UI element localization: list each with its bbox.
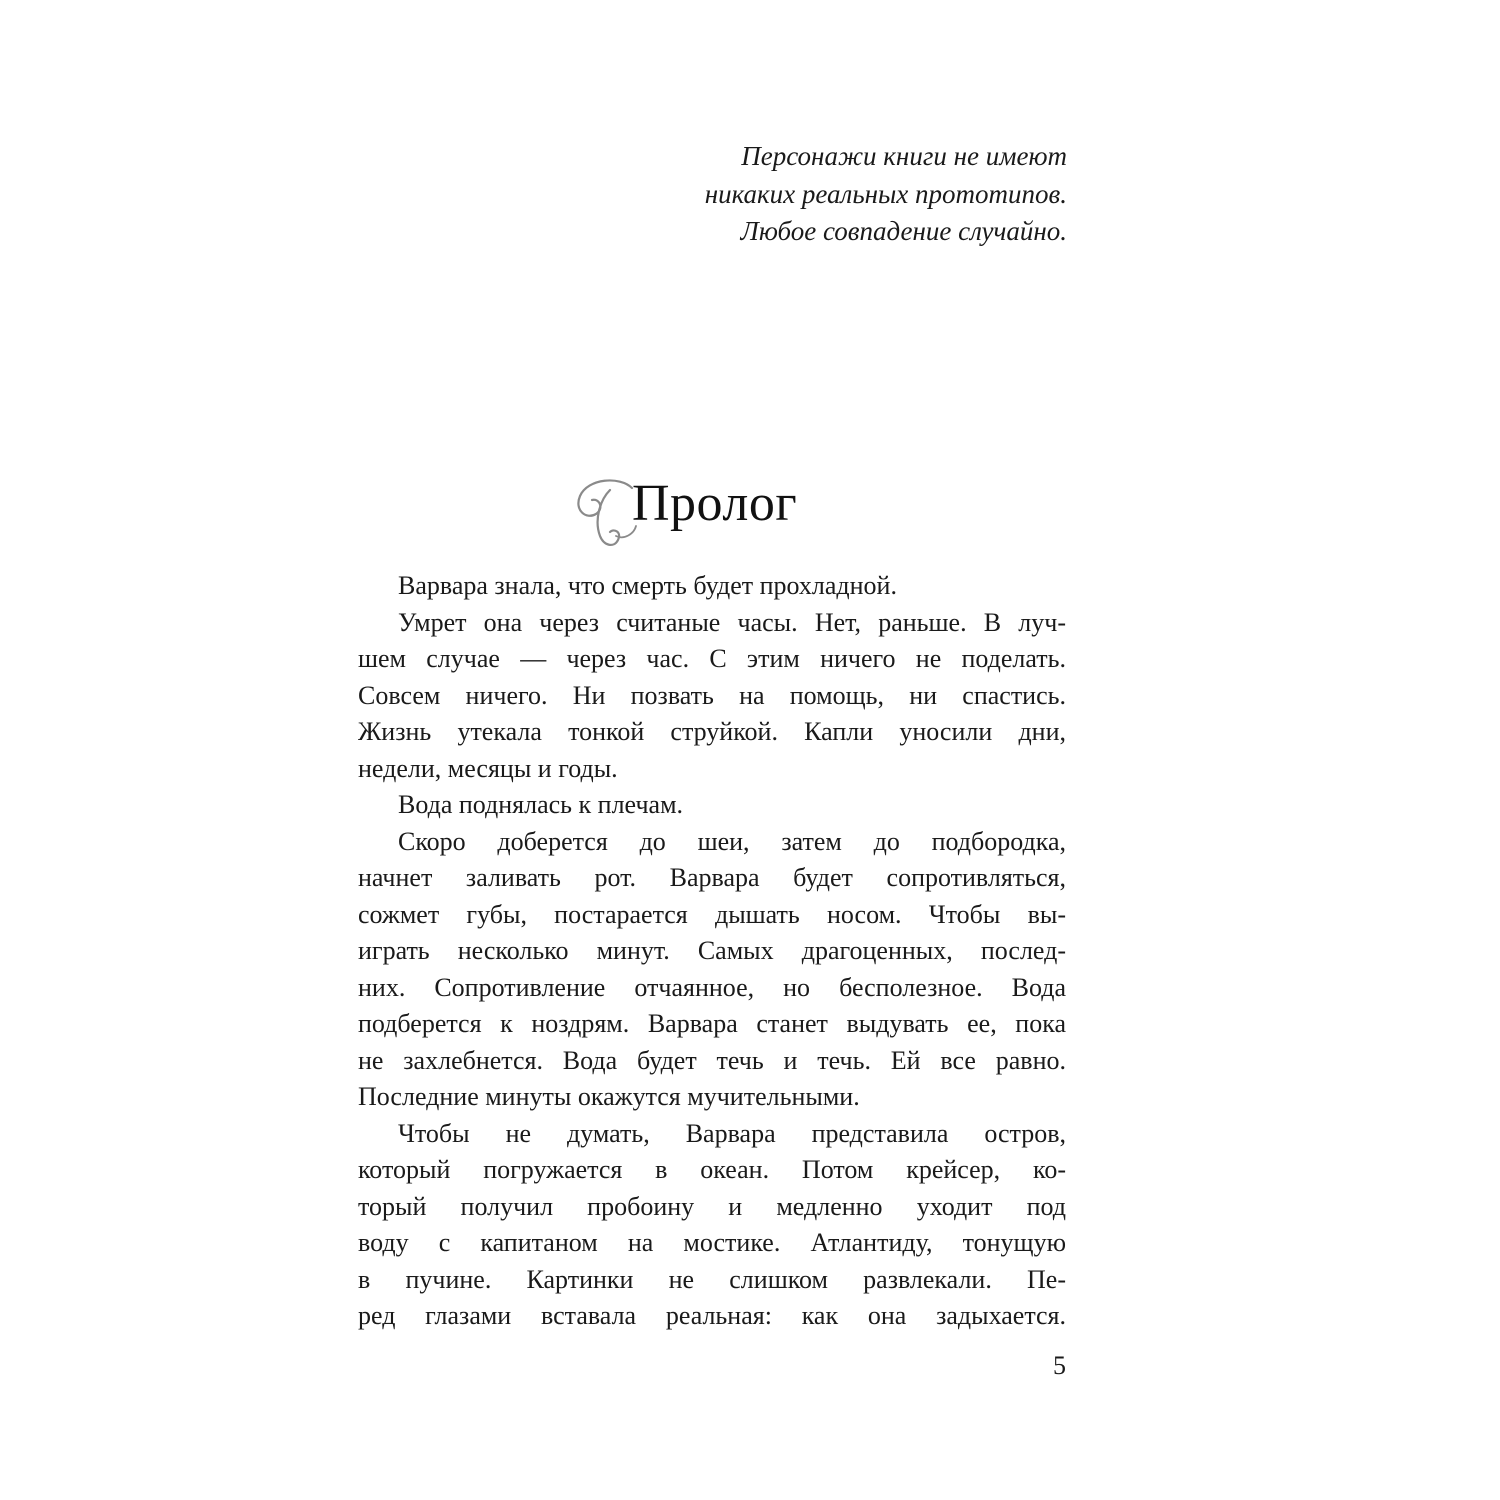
epigraph-line: никаких реальных прототипов. (704, 178, 1067, 209)
text-line: Жизнь утекала тонкой струйкой. Капли уносили дни, (358, 717, 1066, 746)
paragraph (358, 1116, 1066, 1335)
text-line: не захлебнется. Вода будет течь и течь. Ей все равно. (358, 1045, 1066, 1075)
text-line: Вода поднялась к плечам. (398, 790, 684, 819)
text-line: подберется к ноздрям. Варвара станет выдувать ее, пока (358, 1009, 1066, 1038)
text-line: сожмет губы, постарается дышать носом. Чтобы вы- (358, 899, 1066, 929)
paragraph (358, 568, 1066, 605)
text-line: Чтобы не думать, Варвара представила остров, (398, 1118, 1066, 1148)
text-line: недели, месяцы и годы. (358, 753, 618, 783)
page-number: 5 (1053, 1351, 1066, 1380)
text-line: играть несколько минут. Самых драгоценных, послед- (358, 936, 1066, 965)
chapter-title: Пролог (632, 475, 798, 532)
text-line: ред глазами вставала реальная: как она задыхается. (358, 1301, 1066, 1330)
text-line: торый получил пробоину и медленно уходит под (358, 1191, 1066, 1221)
epigraph-line: Любое совпадение случайно. (740, 216, 1067, 246)
text-line: Совсем ничего. Ни позвать на помощь, ни спастись. (358, 680, 1066, 710)
paragraph (358, 787, 1066, 824)
text-line: шем случае — через час. С этим ничего не поделать. (358, 644, 1066, 673)
epigraph (467, 138, 1067, 251)
text-line: Варвара знала, что смерть будет прохладной. (398, 571, 897, 600)
chapter-heading (570, 470, 830, 550)
paragraph (358, 605, 1066, 788)
text-line: начнет заливать рот. Варвара будет сопротивляться, (358, 863, 1066, 892)
text-line: в пучине. Картинки не слишком развлекали. Пе- (358, 1264, 1066, 1294)
text-line: Последние минуты окажутся мучительными. (358, 1082, 860, 1111)
text-line: который погружается в океан. Потом крейсер, ко- (358, 1155, 1066, 1184)
text-line: них. Сопротивление отчаянное, но бесполезное. Вода (358, 972, 1066, 1002)
text-line: Скоро доберется до шеи, затем до подбородка, (398, 826, 1066, 856)
paragraph (358, 824, 1066, 1116)
text-line: Умрет она через считаные часы. Нет, раньше. В луч- (398, 607, 1066, 637)
body-text (358, 568, 1066, 1335)
text-line: воду с капитаном на мостике. Атлантиду, тонущую (358, 1228, 1066, 1257)
epigraph-line: Персонажи книги не имеют (741, 141, 1067, 171)
